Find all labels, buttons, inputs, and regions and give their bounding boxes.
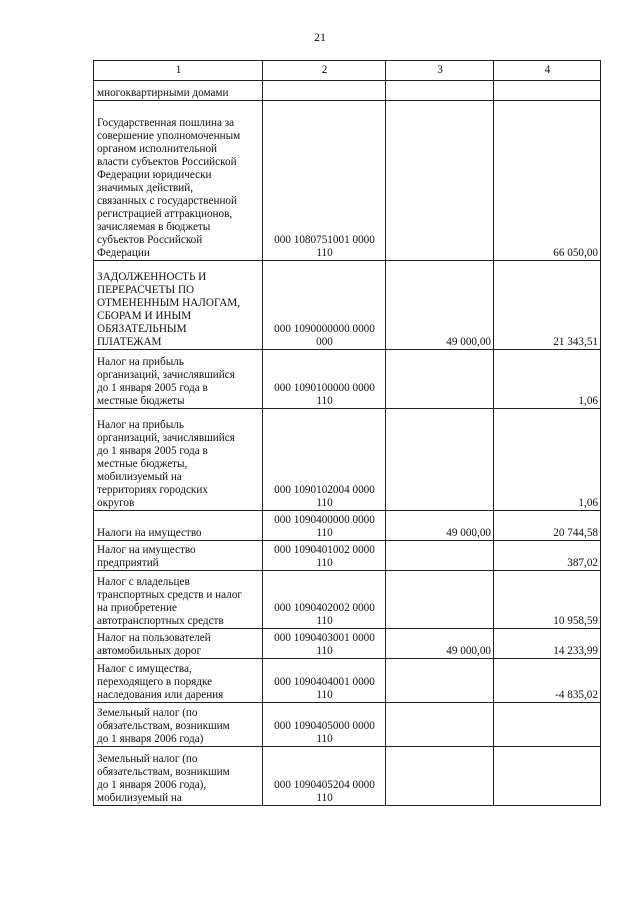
row-code-cell: 000 1090000000 0000 000 bbox=[263, 261, 386, 350]
row-code-cell: 000 1090403001 0000 110 bbox=[263, 629, 386, 659]
table-row bbox=[94, 703, 601, 747]
table-row bbox=[94, 747, 601, 806]
table-row bbox=[94, 81, 601, 101]
row-name-cell: Налог с владельцев транспортных средств и налог на приобретение автотранспортных средств bbox=[94, 571, 263, 629]
row-name-cell: многоквартирными домами bbox=[94, 81, 263, 101]
row-name-cell: ЗАДОЛЖЕННОСТЬ И ПЕРЕРАСЧЕТЫ ПО ОТМЕНЕННЫМ НАЛОГАМ, СБОРАМ И ИНЫМ ОБЯЗАТЕЛЬНЫМ ПЛАТЕЖАМ bbox=[94, 261, 263, 350]
table-row bbox=[94, 409, 601, 511]
column-header: 1 bbox=[94, 61, 263, 81]
row-name-cell: Земельный налог (по обязательствам, возникшим до 1 января 2006 года) bbox=[94, 703, 263, 747]
row-code-cell: 000 1090405000 0000 110 bbox=[263, 703, 386, 747]
row-code-cell: 000 1090405204 0000 110 bbox=[263, 747, 386, 806]
row-name-cell: Налог на пользователей автомобильных дорог bbox=[94, 629, 263, 659]
row-col3-cell bbox=[386, 541, 494, 571]
row-col3-cell: 49 000,00 bbox=[386, 629, 494, 659]
row-col4-cell bbox=[494, 747, 601, 806]
table-row bbox=[94, 571, 601, 629]
row-name-cell: Налог на прибыль организаций, зачислявшийся до 1 января 2005 года в местные бюджеты bbox=[94, 350, 263, 409]
row-col4-cell bbox=[494, 81, 601, 101]
row-name-cell: Налог на прибыль организаций, зачислявшийся до 1 января 2005 года в местные бюджеты, мобилизуемый на территориях городских округов bbox=[94, 409, 263, 511]
row-col3-cell bbox=[386, 101, 494, 261]
row-col3-cell: 49 000,00 bbox=[386, 261, 494, 350]
row-col4-cell: 14 233,99 bbox=[494, 629, 601, 659]
row-name-cell: Налог на имущество предприятий bbox=[94, 541, 263, 571]
row-name-cell: Налог с имущества, переходящего в порядке наследования или дарения bbox=[94, 659, 263, 703]
table-row bbox=[94, 350, 601, 409]
table-row bbox=[94, 629, 601, 659]
row-col4-cell: 1,06 bbox=[494, 409, 601, 511]
row-col3-cell bbox=[386, 350, 494, 409]
page-number: 21 bbox=[314, 30, 326, 44]
column-header: 2 bbox=[263, 61, 386, 81]
row-col4-cell: 387,02 bbox=[494, 541, 601, 571]
row-code-cell: 000 1090400000 0000 110 bbox=[263, 511, 386, 541]
row-col3-cell bbox=[386, 571, 494, 629]
table-row bbox=[94, 541, 601, 571]
row-col4-cell: 10 958,59 bbox=[494, 571, 601, 629]
table-row bbox=[94, 659, 601, 703]
row-code-cell bbox=[263, 81, 386, 101]
table-row bbox=[94, 511, 601, 541]
row-col4-cell bbox=[494, 703, 601, 747]
row-code-cell: 000 1090401002 0000 110 bbox=[263, 541, 386, 571]
row-col4-cell: 20 744,58 bbox=[494, 511, 601, 541]
row-name-cell: Земельный налог (по обязательствам, возникшим до 1 января 2006 года), мобилизуемый на bbox=[94, 747, 263, 806]
row-col3-cell: 49 000,00 bbox=[386, 511, 494, 541]
row-code-cell: 000 1090402002 0000 110 bbox=[263, 571, 386, 629]
table-row bbox=[94, 101, 601, 261]
column-header: 4 bbox=[494, 61, 601, 81]
row-col4-cell: 66 050,00 bbox=[494, 101, 601, 261]
row-code-cell: 000 1090102004 0000 110 bbox=[263, 409, 386, 511]
revenue-table bbox=[93, 60, 601, 806]
row-code-cell: 000 1090100000 0000 110 bbox=[263, 350, 386, 409]
row-col4-cell: -4 835,02 bbox=[494, 659, 601, 703]
row-code-cell: 000 1090404001 0000 110 bbox=[263, 659, 386, 703]
row-col4-cell: 1,06 bbox=[494, 350, 601, 409]
row-name-cell: Государственная пошлина за совершение уполномоченным органом исполнительной власти субъектов Российской Федерации юридически значимых действий, связанных с государственной регистрацией аттракционов, зачисляемая в бюджеты субъектов Российской Федерации bbox=[94, 101, 263, 261]
row-col3-cell bbox=[386, 703, 494, 747]
row-col3-cell bbox=[386, 409, 494, 511]
column-header: 3 bbox=[386, 61, 494, 81]
row-name-cell: Налоги на имущество bbox=[94, 511, 263, 541]
row-col3-cell bbox=[386, 659, 494, 703]
table-header-row bbox=[94, 61, 601, 81]
row-code-cell: 000 1080751001 0000 110 bbox=[263, 101, 386, 261]
row-col3-cell bbox=[386, 81, 494, 101]
row-col3-cell bbox=[386, 747, 494, 806]
row-col4-cell: 21 343,51 bbox=[494, 261, 601, 350]
table-row bbox=[94, 261, 601, 350]
